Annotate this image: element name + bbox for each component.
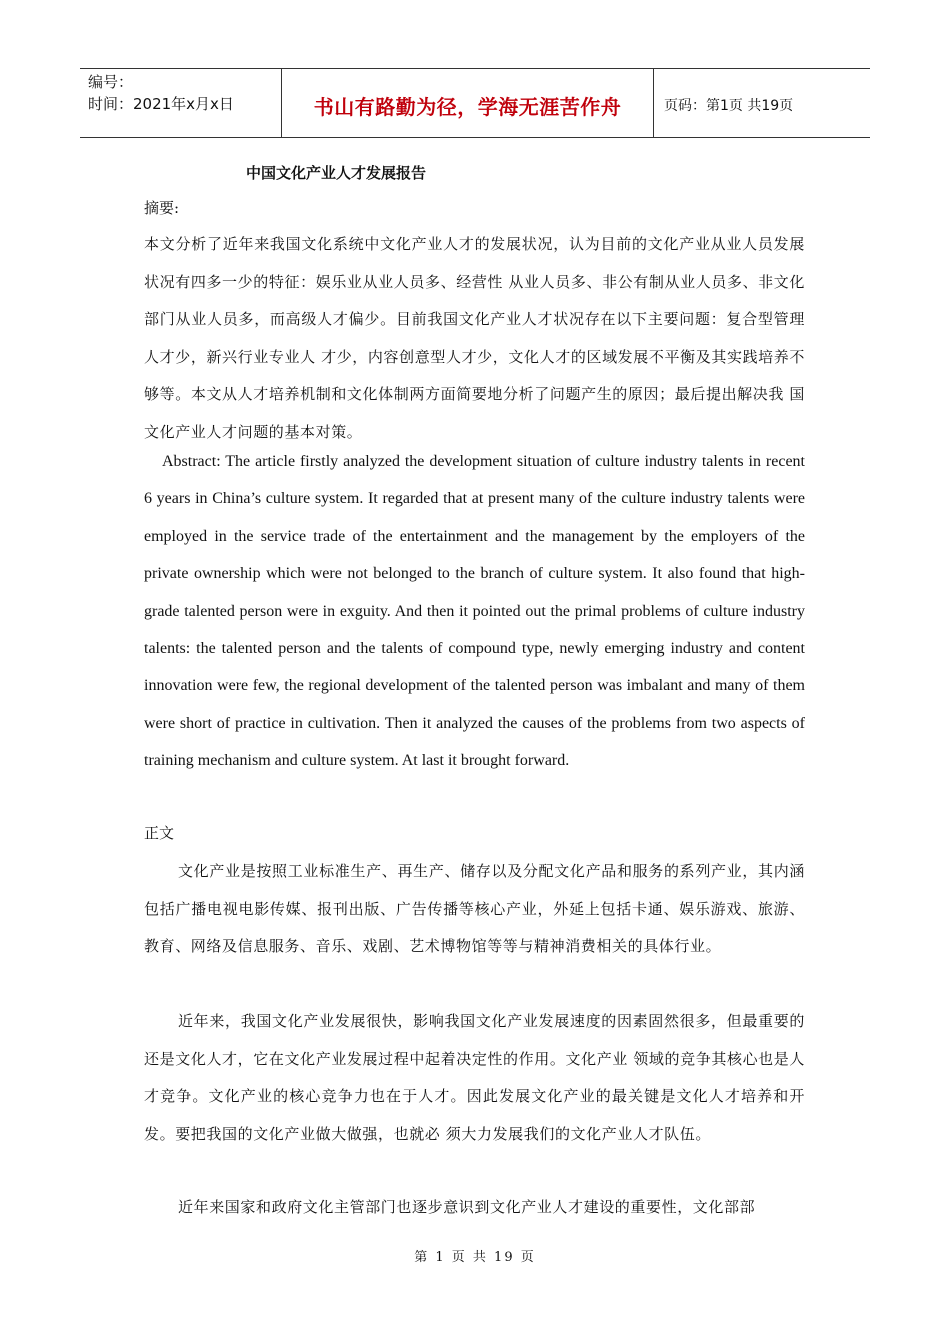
body-paragraph-2: 近年来，我国文化产业发展很快，影响我国文化产业发展速度的因素固然很多，但最重要的还是文化人才，它在文化产业发展过程中起着决定性的作用。文化产业 领域的竞争其核心也是人才竞争。文化产业的核心竞争力也在于人才。因此发展文化产业的最关键是文化人才培养和开发。要把我国的文化产业做大做强，也就必 须大力发展我们的文化产业人才队伍。 (144, 1012, 805, 1143)
document-number: 编号： (88, 73, 134, 91)
header-table (80, 68, 870, 138)
body-label: 正文 (144, 824, 175, 842)
header-page-info: 页码：第1页 共19页 (664, 98, 794, 114)
document-title: 中国文化产业人才发展报告 (246, 164, 427, 182)
document-date: 时间：2021年x月x日 (88, 95, 234, 113)
header-motto: 书山有路勤为径，学海无涯苦作舟 (282, 69, 654, 137)
body-paragraph-1: 文化产业是按照工业标准生产、再生产、储存以及分配文化产品和服务的系列产业，其内涵包括广播电视电影传媒、报刊出版、广告传播等核心产业，外延上包括卡通、娱乐游戏、旅游、教育、网络及信息服务、音乐、戏剧、艺术博物馆等等与精神消费相关的具体行业。 (144, 862, 805, 956)
abstract-label: 摘要: (144, 199, 180, 217)
body-paragraph-3: 近年来国家和政府文化主管部门也逐步意识到文化产业人才建设的重要性，文化部部 (178, 1198, 756, 1216)
abstract-english: Abstract: The article firstly analyzed the development situation of culture industry talents in recent 6 years in China’s culture system. It regarded that at present many of the culture industry talents were employed in the service trade of the entertainment and the management by the employers of the private ownership which were not belonged to the branch of culture system. It also found that high-grade talented person were in exguity. And then it pointed out the primal problems of culture industry talents: the talented person and the talents of compound type, newly emerging industry and content innovation were few, the regional development of the talented person was imbalant and many of them were short of practice in cultivation. Then it analyzed the causes of the problems from two aspects of training mechanism and culture system. At last it brought forward. (144, 453, 805, 770)
page-footer: 第 1 页 共 19 页 (414, 1250, 536, 1265)
abstract-chinese: 本文分析了近年来我国文化系统中文化产业人才的发展状况，认为目前的文化产业从业人员发展状况有四多一少的特征：娱乐业从业人员多、经营性 从业人员多、非公有制从业人员多、非文化部门从业人员多，而高级人才偏少。目前我国文化产业人才状况存在以下主要问题：复合型管理人才少，新兴行业专业人 才少，内容创意型人才少，文化人才的区域发展不平衡及其实践培养不够等。本文从人才培养机制和文化体制两方面简要地分析了问题产生的原因；最后提出解决我 国文化产业人才问题的基本对策。 (144, 235, 805, 441)
header-meta (80, 69, 282, 137)
